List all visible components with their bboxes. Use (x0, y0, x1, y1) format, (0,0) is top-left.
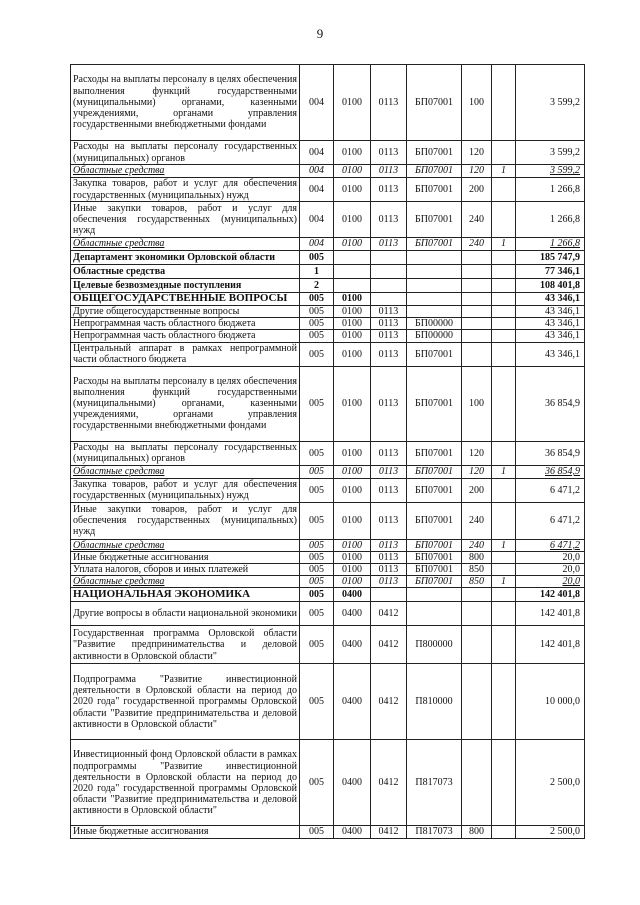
row-amount-cell: 20,0 (516, 551, 585, 563)
row-amount-cell: 142 401,8 (516, 626, 585, 664)
row-csr-cell: БП07001 (407, 366, 462, 441)
row-gr-cell: 005 (300, 293, 334, 306)
row-csr-cell: БП07001 (407, 551, 462, 563)
row-amount-cell: 1 266,8 (516, 202, 585, 238)
row-csr-cell: БП07001 (407, 342, 462, 366)
row-rz-cell (334, 279, 371, 293)
row-source-cell (492, 202, 516, 238)
row-vr-cell: 120 (462, 141, 492, 165)
row-gr-cell: 004 (300, 165, 334, 178)
row-rz-cell: 0100 (334, 330, 371, 342)
row-source-cell (492, 65, 516, 141)
row-rz-cell: 0100 (334, 576, 371, 588)
row-name-cell: Закупка товаров, работ и услуг для обеспечения государственных (муниципальных) нужд (71, 178, 300, 202)
row-csr-cell: БП07001 (407, 165, 462, 178)
row-pr-cell (371, 293, 407, 306)
row-amount-cell: 77 346,1 (516, 265, 585, 279)
row-source-cell (492, 293, 516, 306)
row-csr-cell: БП07001 (407, 65, 462, 141)
row-csr-cell (407, 602, 462, 626)
row-pr-cell: 0113 (371, 306, 407, 318)
table-row (71, 65, 585, 141)
row-amount-cell: 6 471,2 (516, 478, 585, 502)
row-source-cell (492, 564, 516, 576)
row-rz-cell: 0100 (334, 478, 371, 502)
row-vr-cell: 850 (462, 576, 492, 588)
row-csr-cell: П810000 (407, 664, 462, 740)
row-name-cell: Другие общегосударственные вопросы (71, 306, 300, 318)
row-gr-cell: 004 (300, 65, 334, 141)
row-amount-cell: 10 000,0 (516, 664, 585, 740)
row-name-cell: Областные средства (71, 465, 300, 478)
row-vr-cell (462, 251, 492, 265)
row-source-cell (492, 141, 516, 165)
row-vr-cell (462, 602, 492, 626)
row-source-cell (492, 664, 516, 740)
row-vr-cell: 240 (462, 539, 492, 551)
row-source-cell (492, 740, 516, 826)
row-amount-cell: 36 854,9 (516, 441, 585, 465)
row-rz-cell: 0400 (334, 588, 371, 602)
row-amount-cell: 43 346,1 (516, 318, 585, 330)
table-row (71, 318, 585, 330)
row-gr-cell: 005 (300, 502, 334, 539)
row-csr-cell: П800000 (407, 626, 462, 664)
row-name-cell: Расходы на выплаты персоналу в целях обеспечения выполнения функций государственными (муниципальными) органами, казенными учреждениями, органами управления государственными внебюджетными фондами (71, 366, 300, 441)
table-row (71, 265, 585, 279)
row-vr-cell: 240 (462, 238, 492, 251)
row-pr-cell: 0113 (371, 478, 407, 502)
row-csr-cell: БП07001 (407, 141, 462, 165)
row-vr-cell (462, 293, 492, 306)
row-rz-cell (334, 251, 371, 265)
table-row (71, 539, 585, 551)
row-name-cell: Иные закупки товаров, работ и услуг для обеспечения государственных (муниципальных) нужд (71, 202, 300, 238)
table-row (71, 293, 585, 306)
row-gr-cell: 005 (300, 318, 334, 330)
row-vr-cell: 100 (462, 366, 492, 441)
row-name-cell: Непрограммная часть областного бюджета (71, 318, 300, 330)
row-source-cell (492, 178, 516, 202)
row-amount-cell: 43 346,1 (516, 342, 585, 366)
row-amount-cell: 1 266,8 (516, 178, 585, 202)
row-gr-cell: 005 (300, 551, 334, 563)
row-csr-cell: БП00000 (407, 330, 462, 342)
row-pr-cell: 0412 (371, 740, 407, 826)
row-pr-cell: 0113 (371, 318, 407, 330)
row-pr-cell (371, 251, 407, 265)
row-name-cell: Областные средства (71, 265, 300, 279)
table-row (71, 165, 585, 178)
row-rz-cell: 0100 (334, 165, 371, 178)
row-gr-cell: 2 (300, 279, 334, 293)
row-pr-cell (371, 279, 407, 293)
row-rz-cell: 0100 (334, 539, 371, 551)
row-gr-cell: 005 (300, 366, 334, 441)
row-amount-cell: 43 346,1 (516, 293, 585, 306)
row-pr-cell: 0113 (371, 202, 407, 238)
row-name-cell: Закупка товаров, работ и услуг для обеспечения государственных (муниципальных) нужд (71, 478, 300, 502)
row-vr-cell: 120 (462, 165, 492, 178)
row-source-cell (492, 478, 516, 502)
row-amount-cell: 1 266,8 (516, 238, 585, 251)
row-csr-cell: БП07001 (407, 441, 462, 465)
table-row (71, 178, 585, 202)
table-row (71, 306, 585, 318)
row-name-cell: Расходы на выплаты персоналу в целях обеспечения выполнения функций государственными (муниципальными) органами, казенными учреждениями, органами управления государственными внебюджетными фондами (71, 65, 300, 141)
row-csr-cell: БП07001 (407, 564, 462, 576)
row-csr-cell (407, 251, 462, 265)
row-vr-cell: 200 (462, 178, 492, 202)
table-row (71, 202, 585, 238)
row-amount-cell: 142 401,8 (516, 588, 585, 602)
row-amount-cell: 20,0 (516, 576, 585, 588)
row-amount-cell: 36 854,9 (516, 465, 585, 478)
table-row (71, 238, 585, 251)
table-row (71, 330, 585, 342)
row-csr-cell: БП07001 (407, 502, 462, 539)
row-amount-cell: 2 500,0 (516, 826, 585, 838)
table-row (71, 626, 585, 664)
row-csr-cell: П817073 (407, 826, 462, 838)
row-vr-cell (462, 626, 492, 664)
row-vr-cell: 800 (462, 826, 492, 838)
row-name-cell: Областные средства (71, 165, 300, 178)
row-vr-cell (462, 330, 492, 342)
row-name-cell: Областные средства (71, 238, 300, 251)
row-source-cell: 1 (492, 165, 516, 178)
row-amount-cell: 3 599,2 (516, 65, 585, 141)
row-gr-cell: 005 (300, 602, 334, 626)
table-row (71, 826, 585, 838)
row-pr-cell: 0113 (371, 564, 407, 576)
row-gr-cell: 005 (300, 306, 334, 318)
row-source-cell (492, 626, 516, 664)
row-pr-cell: 0113 (371, 465, 407, 478)
row-gr-cell: 005 (300, 588, 334, 602)
row-rz-cell: 0100 (334, 551, 371, 563)
row-pr-cell: 0113 (371, 342, 407, 366)
row-vr-cell (462, 740, 492, 826)
row-pr-cell: 0412 (371, 626, 407, 664)
row-name-cell: Расходы на выплаты персоналу государственных (муниципальных) органов (71, 441, 300, 465)
row-gr-cell: 005 (300, 465, 334, 478)
row-amount-cell: 36 854,9 (516, 366, 585, 441)
row-csr-cell (407, 306, 462, 318)
row-pr-cell (371, 265, 407, 279)
table-row (71, 551, 585, 563)
table-row (71, 279, 585, 293)
row-pr-cell: 0412 (371, 602, 407, 626)
row-rz-cell: 0100 (334, 178, 371, 202)
row-amount-cell: 3 599,2 (516, 165, 585, 178)
row-rz-cell: 0100 (334, 366, 371, 441)
table-row (71, 366, 585, 441)
row-rz-cell: 0100 (334, 318, 371, 330)
table-row (71, 141, 585, 165)
row-gr-cell: 005 (300, 441, 334, 465)
table-row (71, 576, 585, 588)
row-gr-cell: 005 (300, 564, 334, 576)
row-csr-cell: БП07001 (407, 178, 462, 202)
row-vr-cell (462, 306, 492, 318)
row-csr-cell: БП07001 (407, 238, 462, 251)
row-vr-cell (462, 588, 492, 602)
table-row (71, 465, 585, 478)
table-row (71, 664, 585, 740)
row-pr-cell: 0113 (371, 551, 407, 563)
table-row (71, 441, 585, 465)
row-rz-cell: 0100 (334, 342, 371, 366)
row-amount-cell: 43 346,1 (516, 330, 585, 342)
row-source-cell (492, 279, 516, 293)
page-number: 9 (316, 26, 324, 41)
row-rz-cell: 0100 (334, 564, 371, 576)
row-name-cell: Иные закупки товаров, работ и услуг для обеспечения государственных (муниципальных) нужд (71, 502, 300, 539)
row-name-cell: Иные бюджетные ассигнования (71, 551, 300, 563)
row-name-cell: Департамент экономики Орловской области (71, 251, 300, 265)
table-row (71, 478, 585, 502)
row-source-cell: 1 (492, 576, 516, 588)
row-name-cell: ОБЩЕГОСУДАРСТВЕННЫЕ ВОПРОСЫ (71, 293, 300, 306)
row-name-cell: Областные средства (71, 576, 300, 588)
row-csr-cell: БП00000 (407, 318, 462, 330)
row-amount-cell: 185 747,9 (516, 251, 585, 265)
row-source-cell (492, 551, 516, 563)
row-gr-cell: 005 (300, 826, 334, 838)
row-gr-cell: 005 (300, 342, 334, 366)
row-source-cell: 1 (492, 539, 516, 551)
row-name-cell: Государственная программа Орловской области "Развитие предпринимательства и деловой активности в Орловской области" (71, 626, 300, 664)
row-name-cell: Областные средства (71, 539, 300, 551)
row-name-cell: Расходы на выплаты персоналу государственных (муниципальных) органов (71, 141, 300, 165)
row-pr-cell: 0113 (371, 441, 407, 465)
row-pr-cell: 0412 (371, 826, 407, 838)
row-source-cell (492, 318, 516, 330)
row-name-cell: НАЦИОНАЛЬНАЯ ЭКОНОМИКА (71, 588, 300, 602)
row-gr-cell: 005 (300, 576, 334, 588)
row-vr-cell: 800 (462, 551, 492, 563)
row-source-cell (492, 251, 516, 265)
row-amount-cell: 20,0 (516, 564, 585, 576)
row-source-cell (492, 330, 516, 342)
row-name-cell: Непрограммная часть областного бюджета (71, 330, 300, 342)
row-source-cell (492, 826, 516, 838)
row-vr-cell: 100 (462, 65, 492, 141)
row-csr-cell (407, 588, 462, 602)
row-vr-cell (462, 265, 492, 279)
row-vr-cell (462, 664, 492, 740)
row-gr-cell: 005 (300, 478, 334, 502)
budget-table (70, 64, 585, 839)
row-vr-cell: 200 (462, 478, 492, 502)
row-pr-cell: 0113 (371, 178, 407, 202)
row-rz-cell (334, 265, 371, 279)
row-pr-cell: 0113 (371, 539, 407, 551)
row-gr-cell: 004 (300, 178, 334, 202)
row-rz-cell: 0100 (334, 238, 371, 251)
row-source-cell: 1 (492, 238, 516, 251)
row-rz-cell: 0400 (334, 626, 371, 664)
row-source-cell: 1 (492, 465, 516, 478)
row-rz-cell: 0100 (334, 141, 371, 165)
row-csr-cell: БП07001 (407, 202, 462, 238)
row-source-cell (492, 306, 516, 318)
row-pr-cell: 0113 (371, 141, 407, 165)
row-vr-cell: 240 (462, 202, 492, 238)
row-rz-cell: 0100 (334, 202, 371, 238)
row-gr-cell: 005 (300, 330, 334, 342)
row-pr-cell: 0113 (371, 576, 407, 588)
row-name-cell: Другие вопросы в области национальной экономики (71, 602, 300, 626)
row-vr-cell: 240 (462, 502, 492, 539)
row-pr-cell: 0113 (371, 238, 407, 251)
row-amount-cell: 142 401,8 (516, 602, 585, 626)
row-amount-cell: 3 599,2 (516, 141, 585, 165)
table-row (71, 251, 585, 265)
table-row (71, 602, 585, 626)
row-gr-cell: 004 (300, 238, 334, 251)
row-rz-cell: 0100 (334, 465, 371, 478)
row-amount-cell: 43 346,1 (516, 306, 585, 318)
budget-table-body (71, 65, 585, 839)
row-source-cell (492, 265, 516, 279)
row-rz-cell: 0100 (334, 441, 371, 465)
table-row (71, 564, 585, 576)
row-amount-cell: 2 500,0 (516, 740, 585, 826)
row-name-cell: Инвестиционный фонд Орловской области в рамках подпрограммы "Развитие инвестиционной деятельности в Орловской области на период до 2020 года" государственной программы Орловской области "Развитие предпринимательства и деловой активности в Орловской области" (71, 740, 300, 826)
row-vr-cell: 120 (462, 441, 492, 465)
row-gr-cell: 005 (300, 740, 334, 826)
row-name-cell: Подпрограмма "Развитие инвестиционной деятельности в Орловской области на период до 2020 года" государственной программы Орловской области "Развитие предпринимательства и деловой активности в Орловской области" (71, 664, 300, 740)
row-vr-cell: 120 (462, 465, 492, 478)
row-rz-cell: 0400 (334, 602, 371, 626)
row-csr-cell (407, 279, 462, 293)
row-vr-cell (462, 342, 492, 366)
row-rz-cell: 0100 (334, 306, 371, 318)
row-source-cell (492, 588, 516, 602)
table-row (71, 588, 585, 602)
table-row (71, 740, 585, 826)
row-name-cell: Центральный аппарат в рамках непрограммной части областного бюджета (71, 342, 300, 366)
row-csr-cell (407, 293, 462, 306)
table-row (71, 502, 585, 539)
row-source-cell (492, 342, 516, 366)
row-pr-cell: 0113 (371, 65, 407, 141)
row-pr-cell: 0113 (371, 330, 407, 342)
row-rz-cell: 0400 (334, 826, 371, 838)
row-gr-cell: 004 (300, 202, 334, 238)
row-csr-cell: БП07001 (407, 478, 462, 502)
row-amount-cell: 108 401,8 (516, 279, 585, 293)
row-csr-cell: П817073 (407, 740, 462, 826)
row-rz-cell: 0400 (334, 740, 371, 826)
row-name-cell: Уплата налогов, сборов и иных платежей (71, 564, 300, 576)
row-gr-cell: 005 (300, 626, 334, 664)
row-pr-cell: 0113 (371, 366, 407, 441)
row-gr-cell: 004 (300, 141, 334, 165)
row-csr-cell: БП07001 (407, 576, 462, 588)
row-gr-cell: 005 (300, 539, 334, 551)
row-rz-cell: 0100 (334, 502, 371, 539)
row-source-cell (492, 441, 516, 465)
row-csr-cell (407, 265, 462, 279)
row-rz-cell: 0100 (334, 65, 371, 141)
row-source-cell (492, 602, 516, 626)
row-pr-cell (371, 588, 407, 602)
row-amount-cell: 6 471,2 (516, 502, 585, 539)
row-pr-cell: 0113 (371, 165, 407, 178)
row-pr-cell: 0412 (371, 664, 407, 740)
table-row (71, 342, 585, 366)
row-csr-cell: БП07001 (407, 539, 462, 551)
row-source-cell (492, 366, 516, 441)
row-source-cell (492, 502, 516, 539)
row-name-cell: Целевые безвозмездные поступления (71, 279, 300, 293)
row-name-cell: Иные бюджетные ассигнования (71, 826, 300, 838)
row-pr-cell: 0113 (371, 502, 407, 539)
row-gr-cell: 1 (300, 265, 334, 279)
row-gr-cell: 005 (300, 664, 334, 740)
row-vr-cell (462, 279, 492, 293)
row-amount-cell: 6 471,2 (516, 539, 585, 551)
row-csr-cell: БП07001 (407, 465, 462, 478)
row-rz-cell: 0100 (334, 293, 371, 306)
row-vr-cell: 850 (462, 564, 492, 576)
row-gr-cell: 005 (300, 251, 334, 265)
row-rz-cell: 0400 (334, 664, 371, 740)
row-vr-cell (462, 318, 492, 330)
